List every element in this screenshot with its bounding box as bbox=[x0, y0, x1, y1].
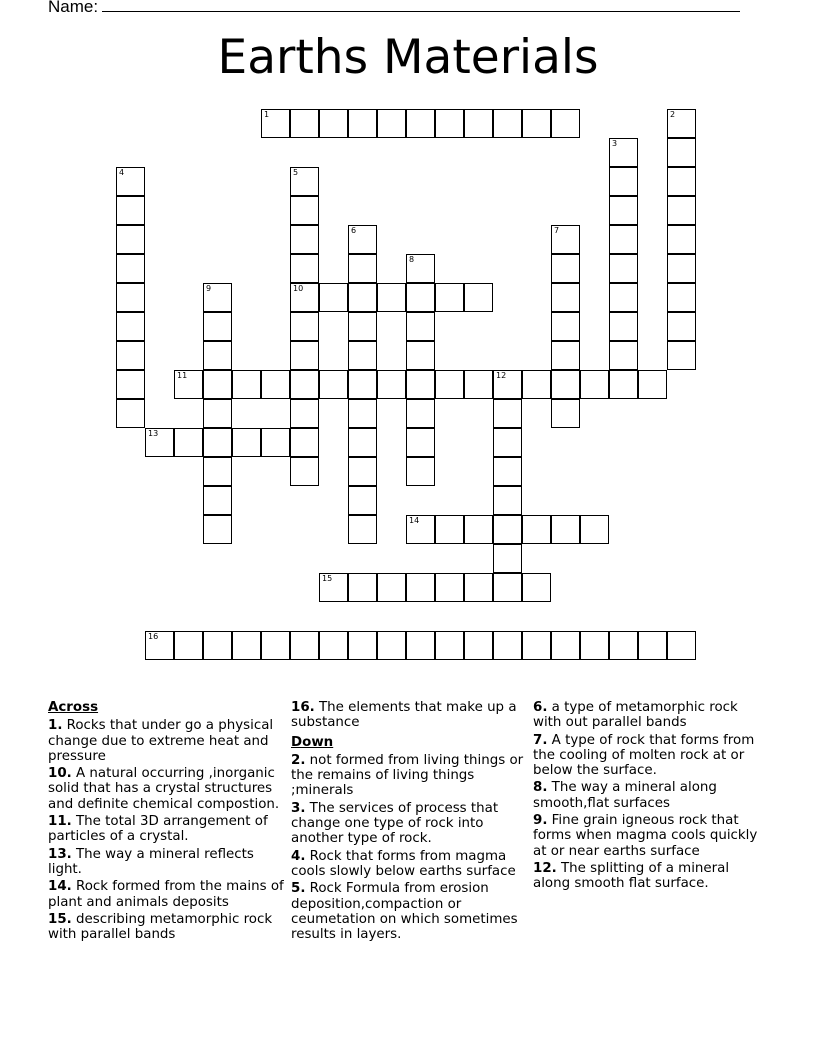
clue-number: 7 bbox=[554, 226, 560, 235]
clue-number: 5 bbox=[293, 168, 299, 177]
grid-cell[interactable] bbox=[493, 544, 522, 573]
grid-cell[interactable] bbox=[203, 283, 232, 312]
grid-cell[interactable] bbox=[116, 254, 145, 283]
puzzle-title: Earths Materials bbox=[217, 30, 599, 85]
grid-cell[interactable] bbox=[435, 515, 464, 544]
grid-cell[interactable] bbox=[348, 225, 377, 254]
clue-number: 7. bbox=[533, 732, 548, 748]
clue-number: 8 bbox=[409, 255, 415, 264]
clue-text: The way a mineral reflects light. bbox=[48, 846, 254, 877]
grid-cell[interactable] bbox=[203, 399, 232, 428]
clue-number: 2. bbox=[291, 752, 306, 768]
clue-text: A type of rock that forms from the cooling of molten rock at or below the surface. bbox=[533, 732, 755, 779]
grid-cell[interactable] bbox=[261, 370, 290, 399]
grid-cell[interactable] bbox=[493, 370, 522, 399]
grid-cell[interactable] bbox=[551, 312, 580, 341]
grid-cell[interactable] bbox=[551, 399, 580, 428]
clue-number: 2 bbox=[670, 110, 676, 119]
grid-cell[interactable] bbox=[522, 109, 551, 138]
grid-cell[interactable] bbox=[464, 370, 493, 399]
clue-text: Rock that forms from magma cools slowly below earths surface bbox=[291, 848, 516, 879]
grid-cell[interactable] bbox=[667, 167, 696, 196]
grid-cell[interactable] bbox=[435, 283, 464, 312]
grid-cell[interactable] bbox=[203, 515, 232, 544]
across-clue bbox=[48, 766, 284, 812]
grid-cell[interactable] bbox=[464, 631, 493, 660]
grid-cell[interactable] bbox=[464, 109, 493, 138]
grid-cell[interactable] bbox=[116, 312, 145, 341]
grid-cell[interactable] bbox=[377, 631, 406, 660]
down-clue bbox=[291, 849, 527, 880]
grid-cell[interactable] bbox=[290, 254, 319, 283]
grid-cell[interactable] bbox=[348, 631, 377, 660]
grid-cell[interactable] bbox=[551, 515, 580, 544]
down-clue bbox=[533, 700, 769, 731]
clue-number: 11. bbox=[48, 814, 72, 830]
grid-cell[interactable] bbox=[319, 631, 348, 660]
clue-number: 1. bbox=[48, 718, 63, 734]
grid-cell[interactable] bbox=[290, 370, 319, 399]
grid-cell[interactable] bbox=[174, 428, 203, 457]
clue-number: 15. bbox=[48, 911, 72, 927]
grid-cell[interactable] bbox=[609, 370, 638, 399]
grid-cell[interactable] bbox=[290, 167, 319, 196]
clue-text: a type of metamorphic rock with out parallel bands bbox=[533, 700, 738, 731]
grid-cell[interactable] bbox=[203, 341, 232, 370]
clue-number: 6 bbox=[351, 226, 357, 235]
clue-number: 16. bbox=[291, 700, 315, 715]
grid-cell[interactable] bbox=[348, 428, 377, 457]
across-clue bbox=[48, 814, 284, 845]
grid-cell[interactable] bbox=[493, 486, 522, 515]
clue-number: 14. bbox=[48, 879, 72, 895]
clues-column-3 bbox=[533, 700, 769, 894]
grid-cell[interactable] bbox=[609, 196, 638, 225]
clues-column-1 bbox=[48, 700, 284, 944]
grid-cell[interactable] bbox=[377, 573, 406, 602]
grid-cell[interactable] bbox=[377, 283, 406, 312]
grid-cell[interactable] bbox=[319, 283, 348, 312]
grid-cell[interactable] bbox=[609, 283, 638, 312]
grid-cell[interactable] bbox=[609, 138, 638, 167]
grid-cell[interactable] bbox=[261, 428, 290, 457]
grid-cell[interactable] bbox=[464, 573, 493, 602]
clue-text: Rock formed from the mains of plant and animals deposits bbox=[48, 879, 284, 910]
grid-cell[interactable] bbox=[406, 254, 435, 283]
down-clue bbox=[533, 861, 769, 892]
grid-cell[interactable] bbox=[580, 631, 609, 660]
grid-cell[interactable] bbox=[203, 457, 232, 486]
clue-text: The splitting of a mineral along smooth flat surface. bbox=[533, 860, 730, 892]
grid-cell[interactable] bbox=[667, 225, 696, 254]
clue-text: The elements that make up a substance bbox=[291, 700, 517, 731]
name-label: Name: bbox=[48, 0, 99, 16]
grid-cell[interactable] bbox=[435, 631, 464, 660]
grid-cell[interactable] bbox=[348, 370, 377, 399]
grid-cell[interactable] bbox=[290, 631, 319, 660]
grid-cell[interactable] bbox=[290, 225, 319, 254]
grid-cell[interactable] bbox=[348, 341, 377, 370]
grid-cell[interactable] bbox=[667, 138, 696, 167]
clue-text: not formed from living things or the remains of living things ;minerals bbox=[291, 752, 524, 799]
grid-cell[interactable] bbox=[406, 312, 435, 341]
clue-number: 12. bbox=[533, 860, 557, 876]
grid-cell[interactable] bbox=[406, 370, 435, 399]
clue-number: 4 bbox=[119, 168, 125, 177]
grid-cell[interactable] bbox=[290, 196, 319, 225]
clue-text: The way a mineral along smooth,flat surfaces bbox=[533, 780, 717, 811]
across-clue bbox=[48, 879, 284, 910]
grid-cell[interactable] bbox=[377, 109, 406, 138]
clue-text: describing metamorphic rock with parallel bands bbox=[48, 911, 273, 943]
clue-number: 9 bbox=[206, 284, 212, 293]
grid-cell[interactable] bbox=[609, 167, 638, 196]
clue-number: 14 bbox=[409, 516, 420, 525]
across-clue bbox=[48, 718, 284, 764]
grid-cell[interactable] bbox=[203, 631, 232, 660]
grid-cell[interactable] bbox=[116, 399, 145, 428]
grid-cell[interactable] bbox=[348, 486, 377, 515]
grid-cell[interactable] bbox=[290, 341, 319, 370]
grid-cell[interactable] bbox=[464, 283, 493, 312]
clue-text: A natural occurring ,inorganic solid that has a crystal structures and definite chemical compostion. bbox=[48, 766, 280, 812]
grid-cell[interactable] bbox=[464, 515, 493, 544]
grid-cell[interactable] bbox=[493, 399, 522, 428]
down-clue bbox=[291, 753, 527, 799]
clue-number: 3. bbox=[291, 800, 306, 816]
grid-cell[interactable] bbox=[203, 312, 232, 341]
down-clue bbox=[533, 733, 769, 779]
grid-cell[interactable] bbox=[377, 370, 406, 399]
grid-cell[interactable] bbox=[667, 109, 696, 138]
clue-number: 8. bbox=[533, 780, 548, 796]
clue-text: Rock Formula from erosion deposition,compaction or ceumetation on which sometimes results in layers. bbox=[291, 881, 518, 943]
grid-cell[interactable] bbox=[667, 312, 696, 341]
grid-cell[interactable] bbox=[551, 370, 580, 399]
grid-cell[interactable] bbox=[667, 196, 696, 225]
clue-number: 6. bbox=[533, 700, 548, 715]
clue-number: 3 bbox=[612, 139, 618, 148]
across-clue bbox=[48, 912, 284, 943]
grid-cell[interactable] bbox=[609, 341, 638, 370]
grid-cell[interactable] bbox=[290, 109, 319, 138]
clue-number: 5. bbox=[291, 881, 306, 897]
grid-cell[interactable] bbox=[174, 631, 203, 660]
clue-number: 15 bbox=[322, 574, 333, 583]
grid-cell[interactable] bbox=[261, 109, 290, 138]
grid-cell[interactable] bbox=[493, 457, 522, 486]
grid-cell[interactable] bbox=[348, 399, 377, 428]
clue-number: 9. bbox=[533, 813, 548, 829]
grid-cell[interactable] bbox=[435, 370, 464, 399]
grid-cell[interactable] bbox=[203, 428, 232, 457]
grid-cell[interactable] bbox=[348, 109, 377, 138]
clue-number: 10 bbox=[293, 284, 304, 293]
grid-cell[interactable] bbox=[609, 631, 638, 660]
grid-cell[interactable] bbox=[493, 515, 522, 544]
grid-cell[interactable] bbox=[522, 573, 551, 602]
grid-cell[interactable] bbox=[522, 631, 551, 660]
grid-cell[interactable] bbox=[319, 109, 348, 138]
grid-cell[interactable] bbox=[116, 196, 145, 225]
grid-cell[interactable] bbox=[348, 254, 377, 283]
clues-column-2 bbox=[291, 700, 527, 944]
grid-cell[interactable] bbox=[145, 428, 174, 457]
grid-cell[interactable] bbox=[667, 341, 696, 370]
grid-cell[interactable] bbox=[493, 631, 522, 660]
down-clue bbox=[533, 813, 769, 859]
grid-cell[interactable] bbox=[116, 341, 145, 370]
grid-cell[interactable] bbox=[348, 312, 377, 341]
grid-cell[interactable] bbox=[551, 283, 580, 312]
grid-cell[interactable] bbox=[116, 225, 145, 254]
grid-cell[interactable] bbox=[551, 225, 580, 254]
clue-number: 13. bbox=[48, 846, 72, 862]
grid-cell[interactable] bbox=[667, 631, 696, 660]
grid-cell[interactable] bbox=[348, 457, 377, 486]
grid-cell[interactable] bbox=[203, 370, 232, 399]
grid-cell[interactable] bbox=[551, 341, 580, 370]
grid-cell[interactable] bbox=[290, 428, 319, 457]
grid-cell[interactable] bbox=[319, 573, 348, 602]
grid-cell[interactable] bbox=[232, 631, 261, 660]
grid-cell[interactable] bbox=[116, 283, 145, 312]
grid-cell[interactable] bbox=[348, 283, 377, 312]
across-clue bbox=[291, 700, 527, 731]
grid-cell[interactable] bbox=[493, 573, 522, 602]
grid-cell[interactable] bbox=[667, 254, 696, 283]
grid-cell[interactable] bbox=[435, 109, 464, 138]
down-clue bbox=[533, 780, 769, 811]
grid-cell[interactable] bbox=[522, 515, 551, 544]
grid-cell[interactable] bbox=[406, 631, 435, 660]
clue-number: 11 bbox=[177, 371, 188, 380]
grid-cell[interactable] bbox=[406, 515, 435, 544]
grid-cell[interactable] bbox=[638, 370, 667, 399]
grid-cell[interactable] bbox=[638, 631, 667, 660]
clue-number: 4. bbox=[291, 848, 306, 864]
down-heading: Down bbox=[291, 734, 334, 750]
grid-cell[interactable] bbox=[145, 631, 174, 660]
grid-cell[interactable] bbox=[348, 515, 377, 544]
grid-cell[interactable] bbox=[406, 457, 435, 486]
grid-cell[interactable] bbox=[319, 370, 348, 399]
grid-cell[interactable] bbox=[609, 225, 638, 254]
grid-cell[interactable] bbox=[232, 428, 261, 457]
clue-number: 13 bbox=[148, 429, 159, 438]
grid-cell[interactable] bbox=[290, 399, 319, 428]
grid-cell[interactable] bbox=[551, 109, 580, 138]
grid-cell[interactable] bbox=[406, 109, 435, 138]
grid-cell[interactable] bbox=[261, 631, 290, 660]
grid-cell[interactable] bbox=[667, 283, 696, 312]
grid-cell[interactable] bbox=[406, 341, 435, 370]
down-clue bbox=[291, 881, 527, 942]
grid-cell[interactable] bbox=[493, 428, 522, 457]
grid-cell[interactable] bbox=[522, 370, 551, 399]
grid-cell[interactable] bbox=[348, 573, 377, 602]
grid-cell[interactable] bbox=[609, 312, 638, 341]
grid-cell[interactable] bbox=[609, 254, 638, 283]
grid-cell[interactable] bbox=[551, 631, 580, 660]
clue-number: 12 bbox=[496, 371, 507, 380]
grid-cell[interactable] bbox=[232, 370, 261, 399]
grid-cell[interactable] bbox=[116, 167, 145, 196]
grid-cell[interactable] bbox=[406, 428, 435, 457]
grid-cell[interactable] bbox=[174, 370, 203, 399]
clue-text: The services of process that change one type of rock into another type of rock. bbox=[291, 800, 499, 847]
grid-cell[interactable] bbox=[406, 399, 435, 428]
clue-number: 1 bbox=[264, 110, 270, 119]
clue-number: 10. bbox=[48, 766, 72, 782]
grid-cell[interactable] bbox=[493, 109, 522, 138]
grid-cell[interactable] bbox=[406, 283, 435, 312]
down-clue bbox=[291, 801, 527, 847]
grid-cell[interactable] bbox=[406, 573, 435, 602]
clue-text: Fine grain igneous rock that forms when magma cools quickly at or near earths surface bbox=[533, 813, 758, 859]
clue-text: Rocks that under go a physical change due to extreme heat and pressure bbox=[48, 718, 274, 764]
grid-cell[interactable] bbox=[116, 370, 145, 399]
grid-cell[interactable] bbox=[290, 312, 319, 341]
grid-cell[interactable] bbox=[551, 254, 580, 283]
grid-cell[interactable] bbox=[290, 283, 319, 312]
grid-cell[interactable] bbox=[580, 370, 609, 399]
grid-cell[interactable] bbox=[290, 457, 319, 486]
clue-number: 16 bbox=[148, 632, 159, 641]
grid-cell[interactable] bbox=[580, 515, 609, 544]
grid-cell[interactable] bbox=[435, 573, 464, 602]
grid-cell[interactable] bbox=[203, 486, 232, 515]
across-heading: Across bbox=[48, 700, 99, 715]
across-clue bbox=[48, 847, 284, 878]
clue-text: The total 3D arrangement of particles of a crystal. bbox=[48, 814, 268, 845]
